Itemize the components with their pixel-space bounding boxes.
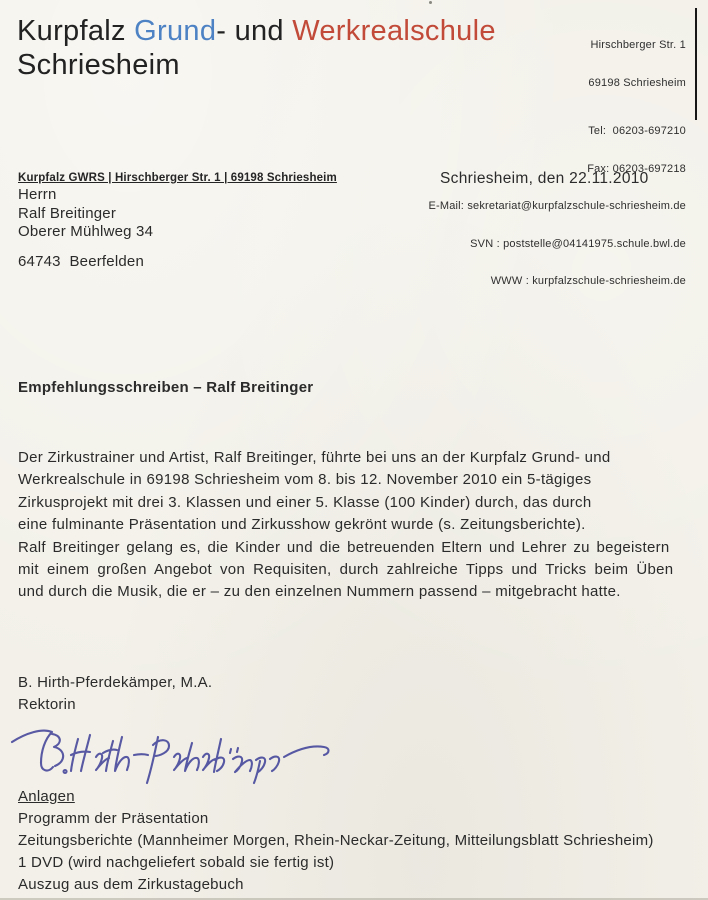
contact-email: E-Mail: sekretariat@kurpfalzschule-schriesheim.de <box>428 200 686 212</box>
recipient-salutation: Herrn <box>18 186 57 203</box>
recipient-name: Ralf Breitinger <box>18 204 117 222</box>
letterhead-vertical-rule <box>695 8 697 120</box>
recipient-city: 64743 Beerfelden <box>18 252 145 270</box>
letterhead-contact-block <box>428 14 686 313</box>
attachment-item: Programm der Präsentation <box>18 810 209 827</box>
signature-stroke <box>115 737 129 771</box>
signer-title: Rektorin <box>18 696 76 713</box>
signature-stroke <box>254 758 265 783</box>
signature-stroke <box>147 737 169 783</box>
scan-speck <box>429 1 432 4</box>
subject-line: Empfehlungsschreiben – Ralf Breitinger <box>18 379 314 396</box>
school-name-line1 <box>17 14 496 48</box>
recipient-street: Oberer Mühlweg 34 <box>18 223 154 240</box>
signature-stroke <box>12 731 63 771</box>
letter-body <box>18 447 694 604</box>
attachment-item: 1 DVD (wird nachgeliefert sobald sie fertig ist) <box>18 854 335 871</box>
signature-stroke <box>233 757 252 772</box>
body-line: Der Zirkustrainer und Artist, Ralf Breitinger, führte bei uns an der Kurpfalz Grund- und <box>18 449 611 466</box>
school-name-line2: Schriesheim <box>17 49 180 81</box>
school-name <box>17 14 496 82</box>
body-line: mit einem großen Angebot von Requisiten, durch zahlreiche Tipps und Tricks beim Üben <box>18 561 674 579</box>
attachments-heading: Anlagen <box>18 788 75 805</box>
signer-block <box>18 672 212 716</box>
signature-stroke <box>230 748 238 753</box>
recipient-address-block <box>18 186 153 271</box>
handwritten-signature <box>6 722 340 786</box>
signature-stroke <box>214 739 224 772</box>
body-line: Ralf Breitinger gelang es, die Kinder und die betreuenden Eltern und Lehrer zu begeistern <box>18 538 670 556</box>
signer-name: B. Hirth-Pferdekämper, M.A. <box>18 674 213 691</box>
signature-stroke <box>270 757 279 771</box>
body-line: Werkrealschule in 69198 Schriesheim vom 8. bis 12. November 2010 ein 5-tägiges <box>18 471 592 489</box>
body-line: und durch die Musik, die er – zu den einzelnen Nummern passend – mitgebracht hatte. <box>18 583 621 601</box>
signature-stroke <box>71 735 90 771</box>
school-name-part-und: - und <box>216 15 293 47</box>
school-name-part-grund: Grund <box>134 15 217 47</box>
school-name-part-werkrealschule: Werkrealschule <box>292 15 496 47</box>
attachments-block <box>18 786 654 896</box>
school-name-part-kurpfalz: Kurpfalz <box>17 15 135 47</box>
contact-tel: Tel: 06203-697210 <box>588 125 686 137</box>
signature-stroke <box>134 754 148 755</box>
body-line: Zirkusprojekt mit drei 3. Klassen und einer 5. Klasse (100 Kinder) durch, das durch <box>18 493 592 511</box>
body-line: eine fulminante Präsentation und Zirkusshow gekrönt wurde (s. Zeitungsberichte). <box>18 516 586 534</box>
contact-street: Hirschberger Str. 1 <box>590 39 686 51</box>
contact-svn: SVN : poststelle@04141975.schule.bwl.de <box>470 237 686 250</box>
attachment-item: Auszug aus dem Zirkustagebuch <box>18 876 244 893</box>
contact-fax: Fax: 06203-697218 <box>587 162 686 175</box>
signature-stroke <box>284 746 329 757</box>
contact-city: 69198 Schriesheim <box>588 76 686 89</box>
contact-www: WWW : kurpfalzschule-schriesheim.de <box>490 275 686 287</box>
signature-stroke <box>64 770 67 773</box>
sender-return-address-line: Kurpfalz GWRS | Hirschberger Str. 1 | 69198 Schriesheim <box>18 172 337 184</box>
date-line: Schriesheim, den 22.11.2010 <box>440 170 649 187</box>
attachment-item: Zeitungsberichte (Mannheimer Morgen, Rhein-Neckar-Zeitung, Mitteilungsblatt Schriesheim) <box>18 832 654 849</box>
